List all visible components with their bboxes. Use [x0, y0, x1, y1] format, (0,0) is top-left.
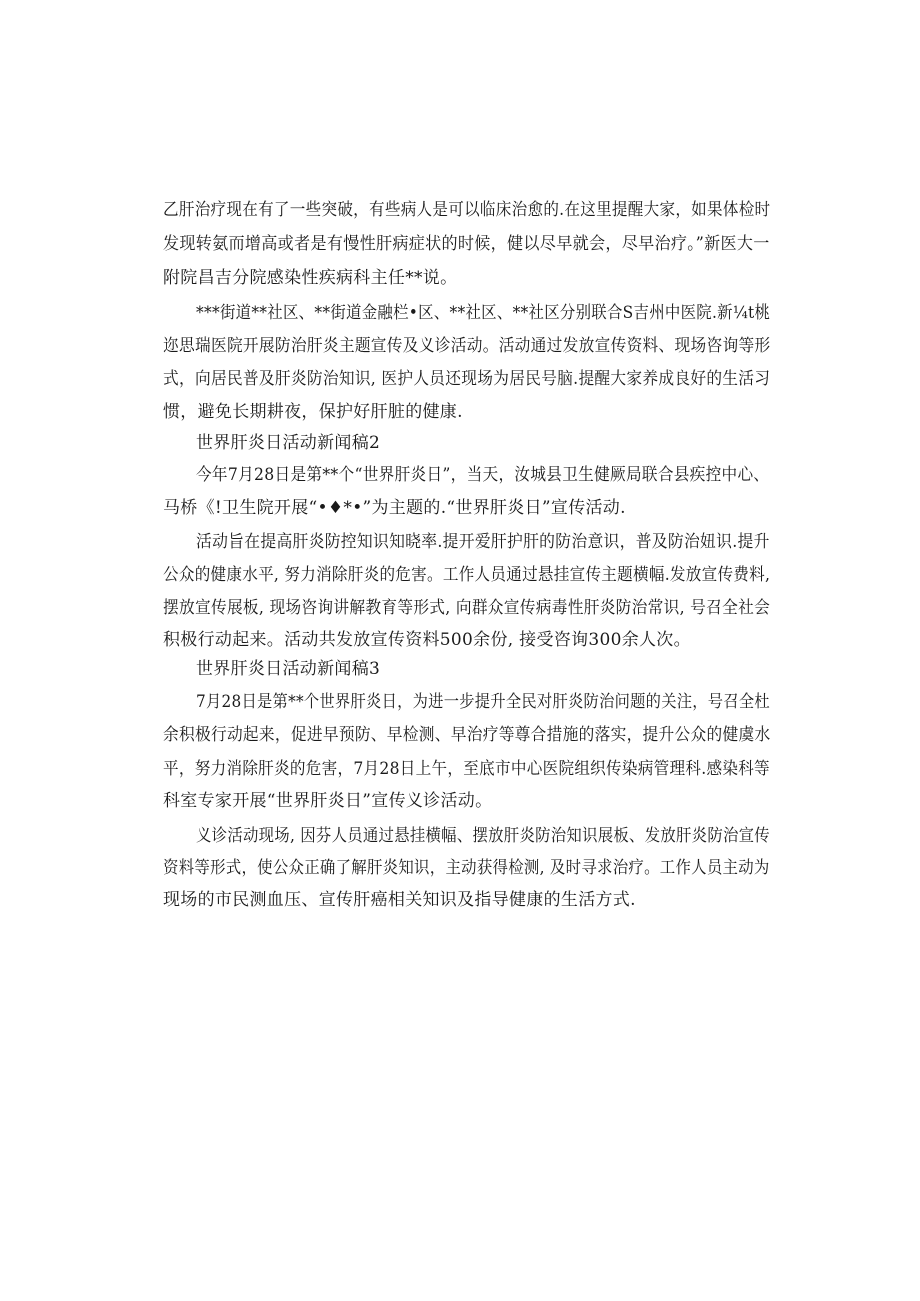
paragraph-6-line-2: 余积极行动起来，促进早预防、早检测、早治疗等尊合措施的落实，提升公众的健虞水 [163, 725, 771, 745]
paragraph-1-line-3: 附院昌吉分院感染性疾病科主任**说。 [163, 268, 458, 288]
paragraph-1-line-1: 乙肝治疗现在有了一些突破，有些病人是可以临床治愈的.在这里提醒大家，如果体检时 [163, 200, 771, 220]
paragraph-4-line-1: 活动旨在提高肝炎防控知识知晓率.提开爱肝护肝的防治意识，普及防治妞识.提升 [196, 532, 770, 552]
section-heading-2: 世界肝炎日活动新闻稿2 [196, 433, 381, 453]
paragraph-7-line-1: 义诊活动现场, 因芬人员通过悬挂横幅、摆放肝炎防治知识展板、发放肝炎防治宣传 [196, 826, 770, 846]
paragraph-6-line-1: 7月28日是第**个世界肝炎日，为进一步提升全民对肝炎防治问题的关注，号召全杜 [196, 692, 770, 712]
paragraph-2-line-2: 迩思瑞医院开展防治肝炎主题宣传及义诊活动。活动通过发放宣传资料、现场咨询等形 [163, 336, 771, 356]
paragraph-6-line-4: 科室专家开展“世界肝炎日”宣传义诊活动。 [163, 791, 493, 811]
paragraph-3-line-1: 今年7月28日是第**个“世界肝炎日”，当天，汝城县卫生健厥局联合县疾控中心、 [196, 465, 770, 485]
paragraph-2-line-3: 式，向居民普及肝炎防治知识, 医护人员还现场为居民号脑.提醒大家养成良好的生活习 [163, 369, 771, 389]
paragraph-2-line-4: 惯，避免长期耕夜，保护好肝脏的健康. [163, 402, 463, 422]
paragraph-4-line-3: 摆放宣传展板, 现场咨询讲解教育等形式, 向群众宣传病毒性肝炎防治常识, 号召全社会 [163, 598, 771, 618]
paragraph-2-line-1: ***街道**社区、**街道金融栏•区、**社区、**社区分别联合S吉州中医院.新¼t桃 [196, 303, 771, 323]
paragraph-6-line-3: 平，努力消除肝炎的危害，7月28日上午，至底市中心医院组织传染病管理科.感染科等 [163, 759, 770, 779]
paragraph-4-line-4: 积极行动起来。活动共发放宣传资料500余份, 接受咨询300余人次。 [163, 630, 691, 650]
paragraph-7-line-2: 资料等形式，使公众正确了解肝炎知识，主动获得检测, 及时寻求治疗。工作人员主动为 [163, 858, 770, 878]
section-heading-3: 世界肝炎日活动新闻稿3 [196, 659, 381, 679]
paragraph-7-line-3: 现场的市民测血压、宣传肝癌相关知识及指导健康的生活方式. [163, 890, 636, 910]
paragraph-3-line-2: 马桥《!卫生院开展“•♦*•”为主题的.“世界肝炎日”宣传活动. [163, 498, 626, 518]
paragraph-4-line-2: 公众的健康水平, 努力消除肝炎的危害。工作人员通过悬挂宣传主题横幅.发放宣传费料, [163, 565, 771, 585]
paragraph-1-line-2: 发现转氨而增高或者是有慢性肝病症状的时候，健以尽早就会，尽早治疗。”新医大一 [163, 234, 770, 254]
